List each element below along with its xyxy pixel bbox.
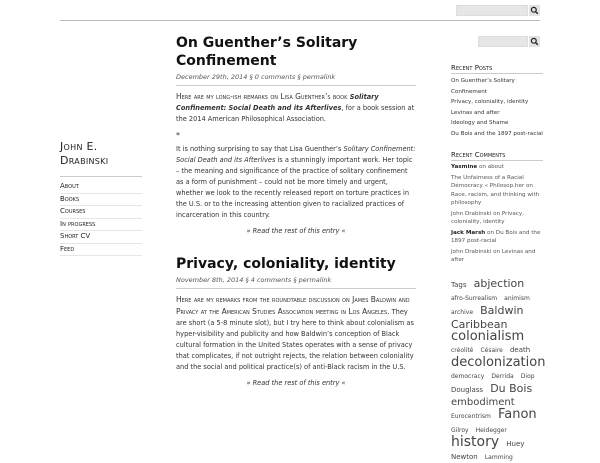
recent-comment <box>451 174 543 208</box>
post-date: November 8th, 2014 <box>176 276 244 284</box>
recent-comment: Jack Marsh on Du Bois and the 1897 post-racial <box>451 229 541 244</box>
tag-link[interactable]: abjection <box>473 276 525 290</box>
tag-link[interactable]: colonialism <box>451 328 525 344</box>
comment-target-link[interactable]: Privacy, coloniality, identity <box>451 210 524 225</box>
tag-link[interactable]: Douglass <box>451 385 484 394</box>
post-title[interactable]: On Guenther’s Solitary Confinement <box>176 35 358 69</box>
recent-comment: Yasmine on about <box>451 164 504 170</box>
comment-author[interactable]: Yasmine <box>451 164 478 170</box>
comment-target-link[interactable]: The Unfairness of a Racial Démocracy « Philosop.her on Race, racism, and thinking with philosophy <box>451 174 540 206</box>
search-icon <box>529 36 540 47</box>
sidebar-search-input[interactable] <box>478 36 528 47</box>
tag-link[interactable]: Baldwin <box>480 303 524 317</box>
recent-comments-heading: Recent Comments <box>451 151 543 161</box>
nav-feed[interactable]: Feed <box>60 244 142 257</box>
post <box>176 34 416 235</box>
comment-target-link[interactable]: Du Bois and the 1897 post-racial <box>451 229 541 244</box>
tag-link[interactable]: Gilroy <box>451 426 469 434</box>
search-icon <box>529 5 540 16</box>
permalink[interactable]: permalink <box>298 276 332 284</box>
tag-link[interactable]: democracy <box>451 372 485 380</box>
header-divider <box>60 20 540 21</box>
right-sidebar <box>451 64 546 463</box>
post-paragraph: Here are my remarks from the roundtable discussion on James Baldwin and Privacy at the American Studies Association meeting in Los Angeles. They are short (a 5-8 minute slot), but I try here to think about colonialism as hyper-visibility and publicity and how Baldwin’s conception of Black cultural formation in the United States operates with a sense of privacy that complicates, if not outright rejects, the relation between coloniality and the social and political practice(s) of anti-Black racism in the U.S. <box>176 295 414 371</box>
divider <box>60 176 142 177</box>
comments-link[interactable]: 4 comments <box>250 276 292 284</box>
post-paragraph: Here are my long-ish remarks on Lisa Guenther’s book Solitary Confinement: Social Death and its Afterlives, for a book session at the 2014 American Philosophical Association. <box>176 92 415 123</box>
nav-in-progress[interactable]: In progress <box>60 219 142 232</box>
recent-post-link[interactable]: Du Bois and the 1897 post-racial <box>451 130 543 137</box>
read-more-link[interactable]: » Read the rest of this entry « <box>246 227 346 235</box>
tag-link[interactable]: Derrida <box>491 372 514 380</box>
separator-star: * <box>176 131 180 140</box>
nav-books[interactable]: Books <box>60 194 142 207</box>
recent-posts-heading: Recent Posts <box>451 64 543 74</box>
nav-short-cv[interactable]: Short CV <box>60 231 142 244</box>
tag-link[interactable]: Caribbean <box>451 317 508 331</box>
recent-comment: John Drabinski on Levinas and after <box>451 248 536 263</box>
tag-link[interactable]: créolité <box>451 346 474 354</box>
post-date: December 29th, 2014 <box>176 73 248 81</box>
tag-link[interactable]: embodiment <box>451 396 515 408</box>
main-nav <box>60 181 142 256</box>
tag-link[interactable]: Heidegger <box>475 426 507 434</box>
site-title[interactable]: John E. Drabinski <box>60 140 109 167</box>
comment-target-link[interactable]: about <box>487 164 504 170</box>
recent-comments-list <box>451 163 543 265</box>
recent-posts-list <box>451 76 543 139</box>
main-content <box>176 34 416 387</box>
tag-link[interactable]: Césaire <box>480 346 503 354</box>
sidebar-search-button[interactable] <box>529 36 540 47</box>
nav-about[interactable]: About <box>60 181 142 194</box>
tag-link[interactable]: Fanon <box>497 406 537 422</box>
tag-link[interactable]: animism <box>504 294 530 302</box>
post-paragraph: It is nothing surprising to say that Lisa Guenther’s Solitary Confinement: Social Death and its Afterlives is a stunningly important work. Her topic – the meaning and significance of the practice of solitary confinement as a form of punishment – could not be more timely and urgent, whether we look to the recently released report on torture practices in the U.S. or to the increasing attention given to racialized practices of incarceration in this country. <box>176 145 416 219</box>
recent-post-link[interactable]: On Guenther’s Solitary Confinement <box>451 78 515 95</box>
tag-link[interactable]: history <box>451 433 500 450</box>
permalink[interactable]: permalink <box>302 73 336 81</box>
post-title[interactable]: Privacy, coloniality, identity <box>176 256 396 272</box>
comment-author[interactable]: John Drabinski <box>451 248 492 255</box>
left-column <box>60 140 142 256</box>
tags-heading: Tags <box>451 280 467 289</box>
recent-post-link[interactable]: Levinas and after <box>451 109 500 116</box>
read-more-link[interactable]: » Read the rest of this entry « <box>246 379 346 387</box>
nav-courses[interactable]: Courses <box>60 206 142 219</box>
post-meta: November 8th, 2014 § 4 comments § permalink <box>176 276 416 289</box>
post-meta: December 29th, 2014 § 0 comments § permalink <box>176 73 416 86</box>
tag-link[interactable]: Diop <box>520 372 535 380</box>
comment-target-link[interactable]: Levinas and after <box>451 248 536 263</box>
tag-link[interactable]: Eurocentrism <box>451 412 491 420</box>
comment-author[interactable]: Jack Marsh <box>451 229 486 236</box>
header-search-input[interactable] <box>456 5 528 16</box>
comments-link[interactable]: 0 comments <box>254 73 296 81</box>
tag-link[interactable]: Lamming <box>484 453 513 461</box>
recent-comment: John Drabinski on Privacy, coloniality, identity <box>451 210 524 225</box>
header-search-button[interactable] <box>529 5 540 16</box>
tag-link[interactable]: death <box>509 345 531 354</box>
tag-link[interactable]: afro-Surrealism <box>451 294 498 302</box>
tag-link[interactable]: Huey Newton <box>451 439 525 461</box>
tag-link[interactable]: archive <box>451 308 474 316</box>
post <box>176 255 416 387</box>
tag-link[interactable]: decolonization <box>451 354 546 370</box>
book-title: Solitary Confinement: Social Death and its Afterlives <box>176 93 379 112</box>
tag-link[interactable]: Du Bois <box>490 381 533 395</box>
recent-post-link[interactable]: Privacy, coloniality, identity <box>451 99 529 105</box>
tag-cloud <box>451 276 546 463</box>
recent-post-link[interactable]: Ideology and Shame <box>451 120 509 126</box>
comment-author[interactable]: John Drabinski <box>451 210 492 217</box>
